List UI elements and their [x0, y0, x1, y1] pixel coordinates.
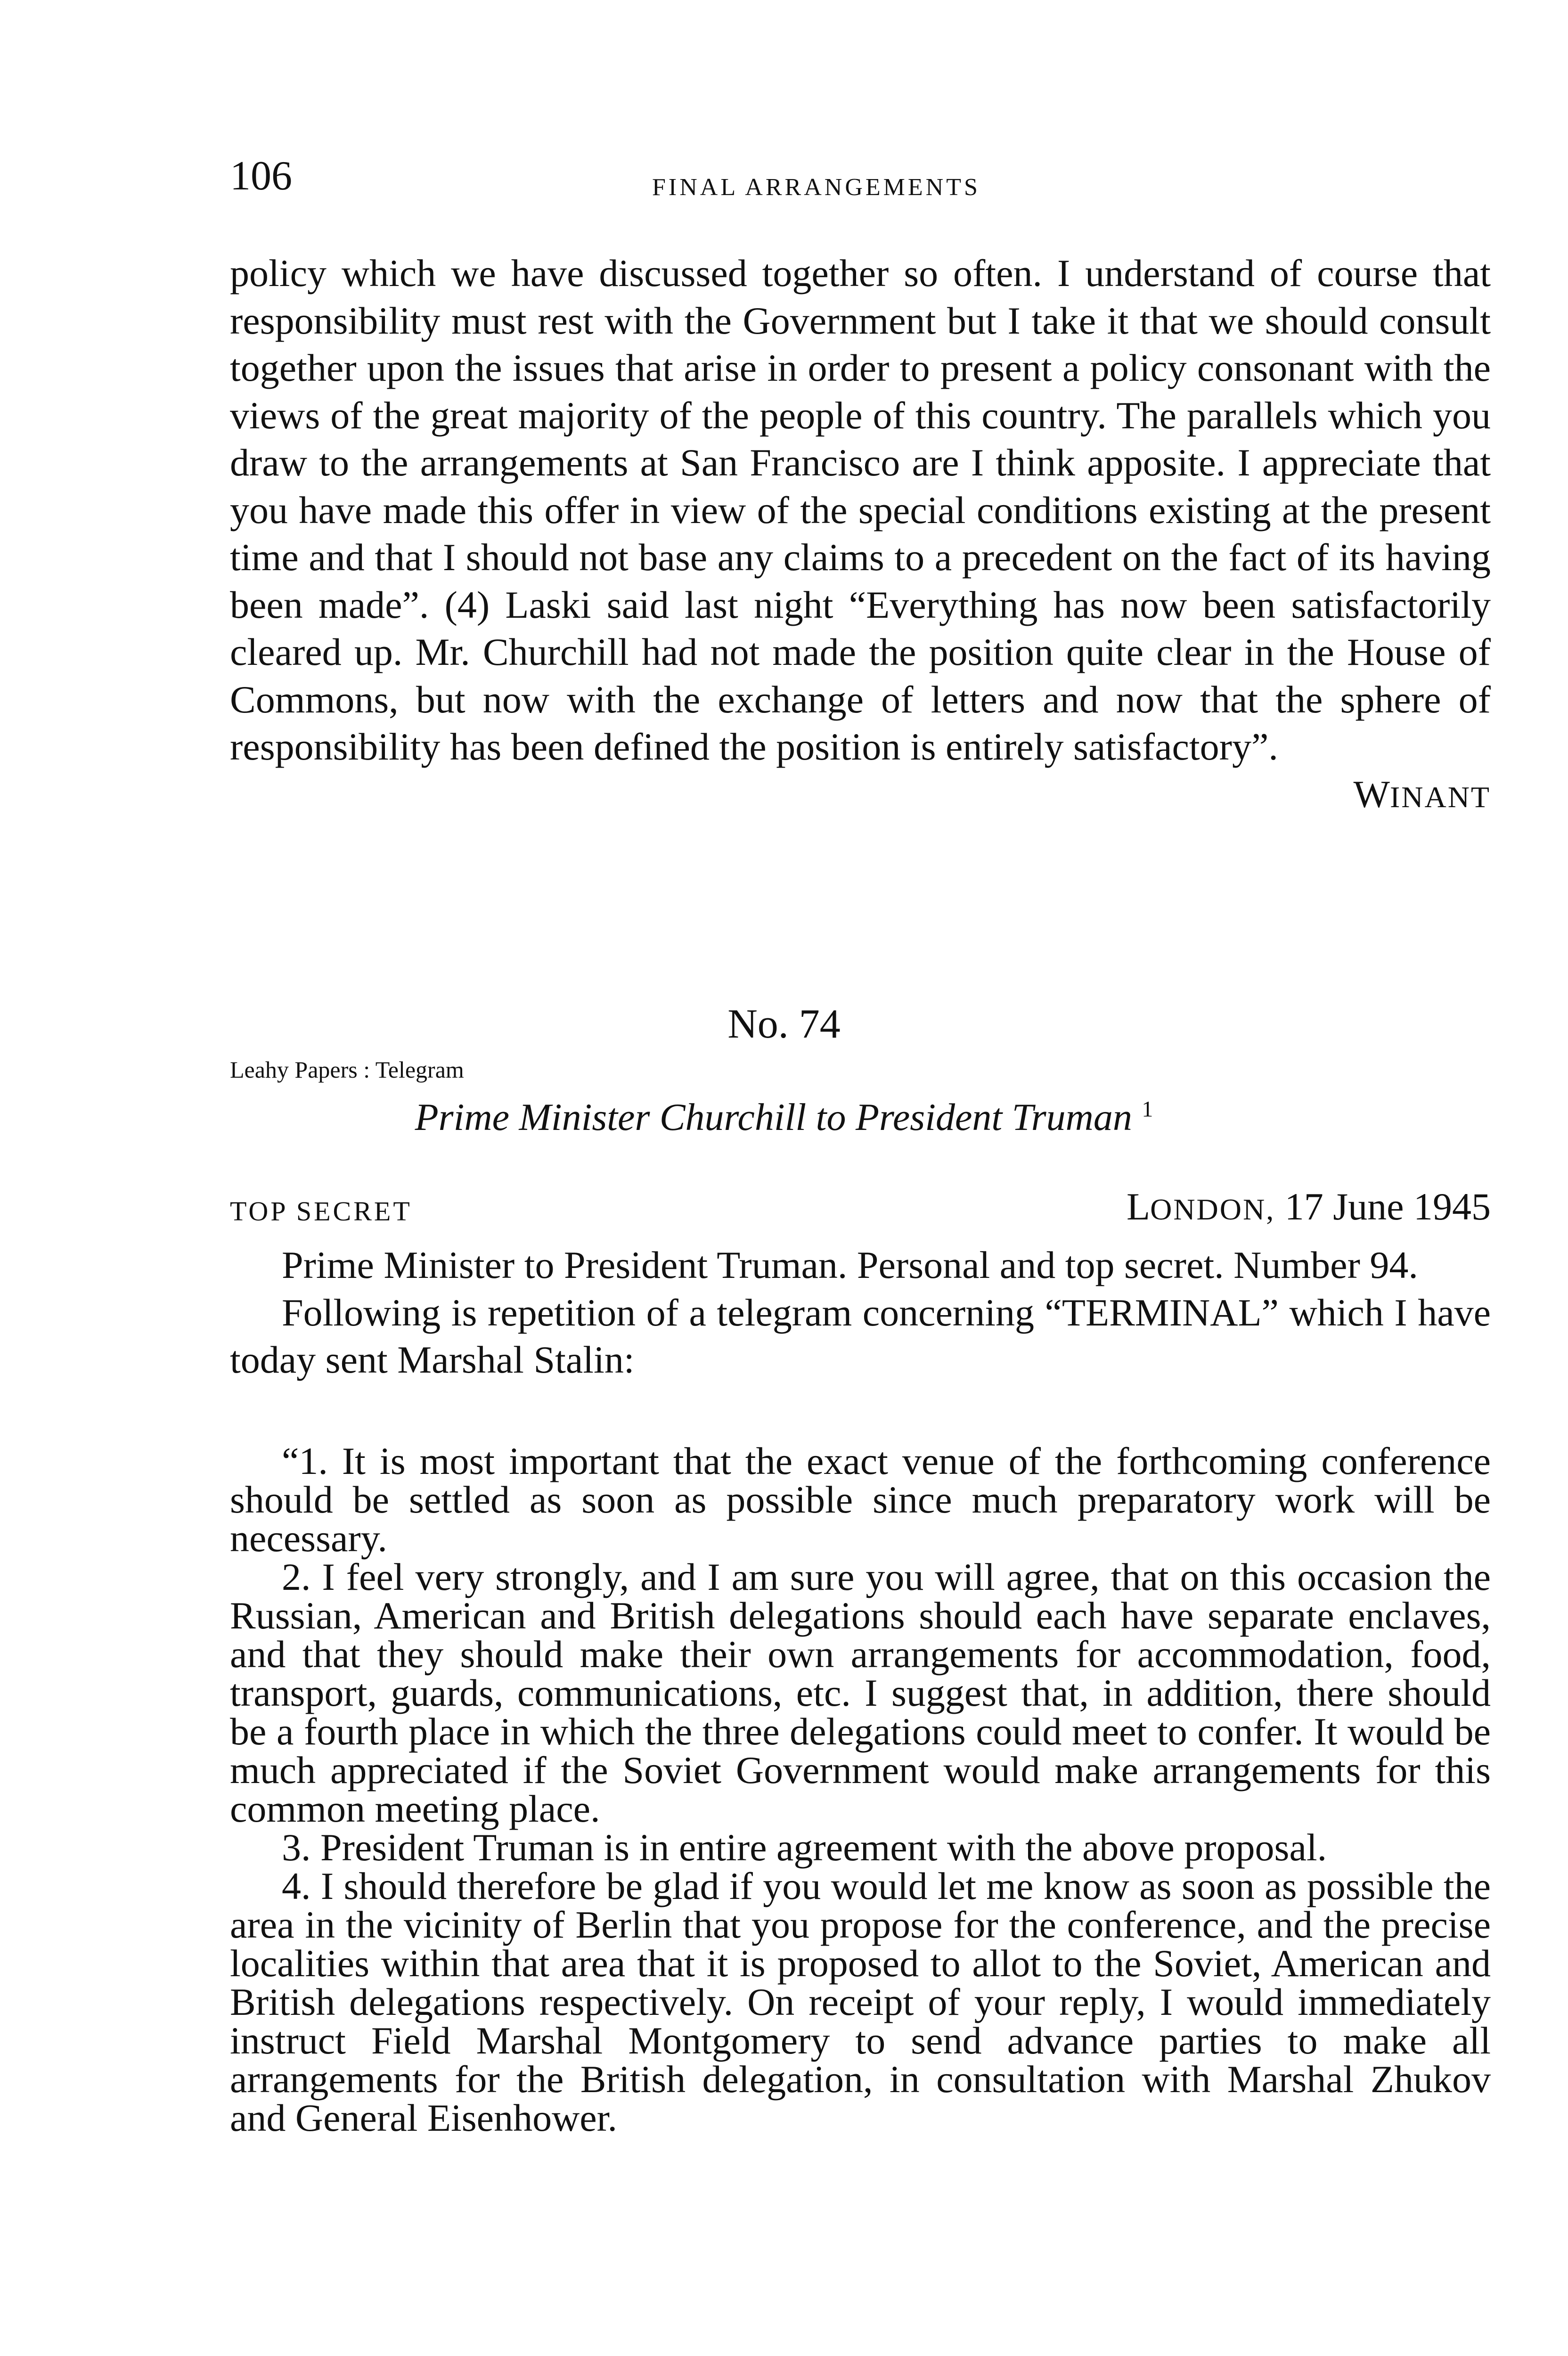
continuation-block	[230, 250, 1491, 821]
running-head: FINAL ARRANGEMENTS	[652, 174, 980, 201]
document-title-text: Prime Minister Churchill to President Truman	[415, 1096, 1132, 1138]
quote-paragraph: “1. It is most important that the exact venue of the forthcoming conference should be settled as soon as possible since much preparatory work will be necessary.	[230, 1440, 1491, 1560]
quote-paragraph: 4. I should therefore be glad if you would let me know as soon as possible the area in the vicinity of Berlin that you propose for the conference, and the precise localities within that area that it is proposed to allot to the Soviet, American and British delegations respectively. On receipt of your reply, I would immediately instruct Field Marshal Montgomery to send advance parties to make all arrangements for the British delegation, in consultation with Marshal Zhukov and General Eisenhower.	[230, 1865, 1491, 2139]
quote-paragraph: 3. President Truman is in entire agreement with the above proposal.	[282, 1826, 1327, 1869]
classification-row	[230, 1187, 1491, 1235]
quote-paragraph: 2. I feel very strongly, and I am sure you will agree, that on this occasion the Russian, American and British delegations should each have separate enclaves, and that they should make their own arrangements for accommodation, food, transport, guards, communications, etc. I suggest that, in addition, there should be a fourth place in which the three delegations could meet to confer. It would be much appreciated if the Soviet Government would make arrangements for this common meeting place.	[230, 1555, 1491, 1830]
page-number: 106	[230, 153, 292, 199]
dateline	[1127, 1187, 1491, 1226]
signature	[230, 771, 1491, 821]
dateline-place-initial: L	[1127, 1185, 1151, 1228]
signature-initial: W	[1353, 772, 1390, 816]
letter-paragraph: Following is repetition of a telegram concerning “TERMINAL” which I have today sent Marshal Stalin:	[230, 1291, 1491, 1381]
continuation-paragraph: policy which we have discussed together so often. I understand of course that responsibility must rest with the Government but I take it that we should consult together upon the issues that arise in order to present a policy consonant with the views of the great majority of the people of this country. The parallels which you draw to the arrangements at San Francisco are I think apposite. I appreciate that you have made this offer in view of the special conditions existing at the present time and that I should not base any claims to a precedent on the fact of its having been made”. (4) Laski said last night “Everything has now been satisfactorily cleared up. Mr. Churchill had not made the position quite clear in the House of Commons, but now with the exchange of letters and now that the sphere of responsibility has been defined the position is entirely satisfactory”.	[230, 252, 1491, 768]
letter-paragraph: Prime Minister to President Truman. Personal and top secret. Number 94.	[282, 1243, 1418, 1286]
document-number: No. 74	[727, 1001, 841, 1047]
dateline-date: 17 June 1945	[1284, 1185, 1491, 1228]
letter-body	[230, 1242, 1491, 1384]
document-title	[0, 1098, 1568, 1137]
footnote-reference: 1	[1142, 1096, 1153, 1122]
dateline-place-rest: ONDON,	[1150, 1193, 1275, 1226]
classification-label: TOP SECRET	[230, 1196, 412, 1227]
document-source: Leahy Papers : Telegram	[230, 1056, 464, 1083]
signature-rest: INANT	[1389, 780, 1491, 814]
quoted-telegram	[230, 1442, 1491, 2137]
